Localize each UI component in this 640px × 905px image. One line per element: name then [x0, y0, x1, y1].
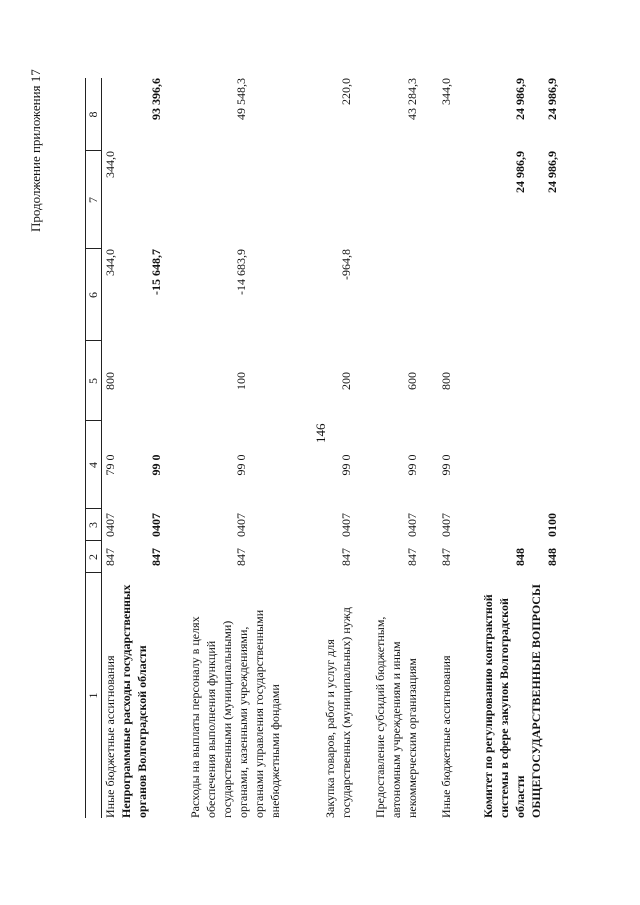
- row-c8: 344,0: [439, 78, 453, 105]
- row-c3: 0407: [149, 513, 163, 537]
- row-c5: 100: [234, 372, 248, 390]
- row-c3: 0407: [339, 513, 353, 537]
- row-c3: 0407: [234, 513, 248, 537]
- col-header-8: 8: [86, 111, 100, 118]
- row-name: Расходы на выплаты персоналу в целях обеспечения выполнения функций государственными (муниципальными) органами, казенными учреждениями, органами управления государственными внебюджетными фондами: [188, 609, 282, 818]
- row-c2: 848: [513, 548, 527, 566]
- row-c3: 0100: [545, 513, 559, 537]
- row-c2: 847: [339, 548, 353, 566]
- col-header-7: 7: [86, 197, 100, 203]
- row-c7: 24 986,9: [513, 151, 527, 193]
- row-c2: 847: [234, 548, 248, 566]
- col-header-2: 2: [86, 554, 100, 560]
- row-c5: 200: [339, 372, 353, 390]
- row-c5: 800: [439, 372, 453, 390]
- row-c7: 24 986,9: [545, 151, 559, 193]
- col-header-3: 3: [86, 522, 100, 528]
- col-header-1: 1: [86, 692, 100, 699]
- row-c4: 79 0: [103, 454, 117, 476]
- row-c5: 600: [405, 372, 419, 390]
- page-number: 146: [313, 423, 328, 443]
- row-c2: 847: [405, 548, 419, 566]
- row-c6: -14 683,9: [234, 249, 248, 295]
- row-c6: -15 648,7: [149, 249, 163, 295]
- row-c7: 344,0: [103, 151, 117, 178]
- budget-table: [85, 78, 580, 818]
- row-c8: 24 986,9: [545, 78, 559, 120]
- row-name: Иные бюджетные ассигнования: [439, 655, 453, 818]
- col-header-6: 6: [86, 292, 100, 298]
- row-c4: 99 0: [405, 454, 419, 476]
- row-c2: 847: [103, 548, 117, 566]
- row-c2: 847: [149, 548, 163, 566]
- row-c4: 99 0: [439, 454, 453, 476]
- row-c3: 0407: [405, 513, 419, 537]
- col-header-5: 5: [86, 378, 100, 384]
- row-c2: 847: [439, 548, 453, 566]
- row-c6: -964,8: [339, 249, 353, 280]
- row-name: Закупка товаров, работ и услуг для государственных (муниципальных) нужд: [323, 607, 353, 818]
- row-c4: 99 0: [339, 454, 353, 476]
- row-c4: 99 0: [234, 454, 248, 476]
- row-name: Предоставление субсидий бюджетным, автономным учреждениям и иным некоммерческим организациям: [373, 616, 419, 818]
- row-c8: 43 284,3: [405, 78, 419, 120]
- row-name: Непрограммные расходы государственных органов Волгоградской области: [119, 584, 149, 818]
- row-c5: 800: [103, 372, 117, 390]
- row-c2: 848: [545, 548, 559, 566]
- row-c6: 344,0: [103, 249, 117, 276]
- row-name: ОБЩЕГОСУДАРСТВЕННЫЕ ВОПРОСЫ: [529, 584, 543, 818]
- row-c3: 0407: [439, 513, 453, 537]
- row-c8: 220,0: [339, 78, 353, 105]
- row-name: Иные бюджетные ассигнования: [103, 655, 117, 818]
- col-header-4: 4: [86, 462, 100, 468]
- row-name: Комитет по регулированию контрактной системы в сфере закупок Волгоградской области: [481, 594, 527, 818]
- row-c8: 24 986,9: [513, 78, 527, 120]
- row-c3: 0407: [103, 513, 117, 537]
- row-c8: 93 396,6: [149, 78, 163, 120]
- row-c4: 99 0: [149, 454, 163, 476]
- continuation-label: Продолжение приложения 17: [28, 69, 43, 232]
- row-c8: 49 548,3: [234, 78, 248, 120]
